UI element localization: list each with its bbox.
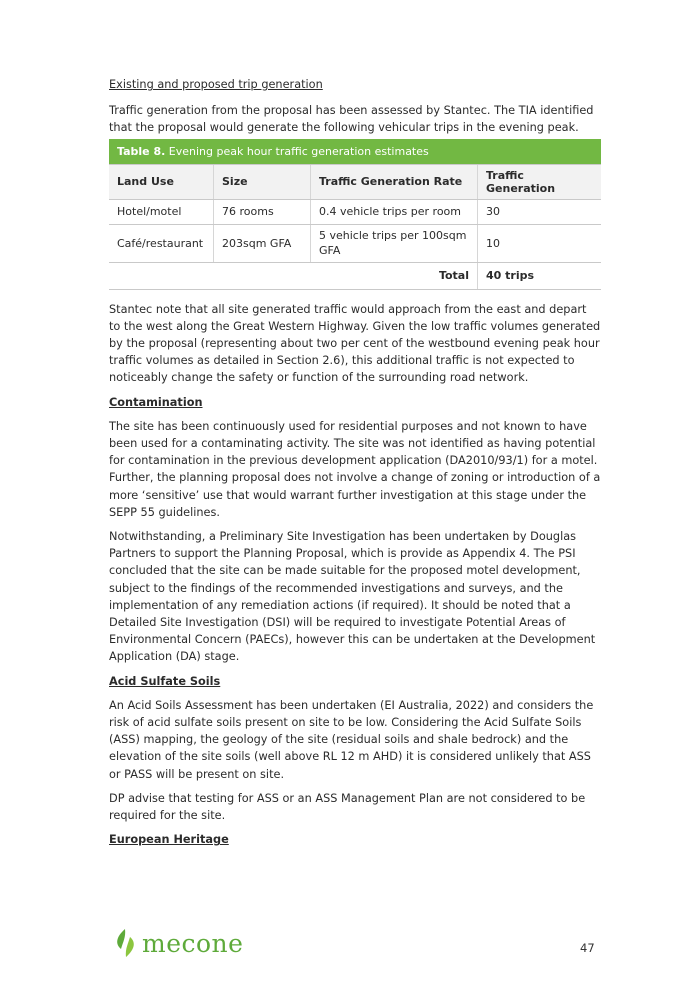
page-content <box>109 76 601 849</box>
table-caption-label: Table 8. <box>117 144 166 158</box>
table-cell: 203sqm GFA <box>214 224 311 262</box>
table-cell: 76 rooms <box>214 199 311 224</box>
contamination-paragraph-2: Notwithstanding, a Preliminary Site Investigation has been undertaken by Douglas Partners to support the Planning Proposal, which is provide as Appendix 4. The PSI concluded that the site can be made suitable for the proposed motel development, subject to the findings of the recommended investigations and surveys, and the implementation of any remediation actions (if required). It should be noted that a Detailed Site Investigation (DSI) will be required to investigate Potential Areas of Environmental Concern (PAECs), however this can be undertaken at the Development Application (DA) stage. <box>109 530 596 664</box>
trip-intro-paragraph: Traffic generation from the proposal has been assessed by Stantec. The TIA identified that the proposal would generate the following vehicular trips in the evening peak. <box>109 104 594 135</box>
mecone-logo <box>112 928 243 958</box>
acid-sulfate-heading: Acid Sulfate Soils <box>109 674 221 688</box>
table-total-row <box>109 262 601 289</box>
table-header-row <box>109 164 601 199</box>
trip-generation-heading: Existing and proposed trip generation <box>109 78 323 91</box>
table-cell: 10 <box>478 224 602 262</box>
european-heritage-heading: European Heritage <box>109 833 229 847</box>
table-cell: Café/restaurant <box>109 224 214 262</box>
table-cell: 0.4 vehicle trips per room <box>311 199 478 224</box>
contamination-heading: Contamination <box>109 395 203 409</box>
table-caption-text: Evening peak hour traffic generation estimates <box>168 144 429 158</box>
table-total-value: 40 trips <box>478 262 602 289</box>
table-cell: 30 <box>478 199 602 224</box>
table-header-rate: Traffic Generation Rate <box>311 164 478 199</box>
traffic-generation-table <box>109 139 601 290</box>
leaf-icon <box>112 928 138 958</box>
logo-wordmark: mecone <box>142 928 244 958</box>
contamination-paragraph-1: The site has been continuously used for residential purposes and not known to have been used for a contaminating activity. The site was not identified as having potential for contamination in the previous development application (DA2010/93/1) for a motel. Further, the planning proposal does not involve a change of zoning or introduction of a more ‘sensitive’ use that would warrant further investigation at this stage under the SEPP 55 guidelines. <box>109 419 601 519</box>
table-cell: 5 vehicle trips per 100sqm GFA <box>311 224 478 262</box>
table-header-generation: Traffic Generation <box>478 164 602 199</box>
table-row <box>109 199 601 224</box>
traffic-paragraph: Stantec note that all site generated traffic would approach from the east and depart to the west along the Great Western Highway. Given the low traffic volumes generated by the proposal (representing about two per cent of the westbound evening peak hour traffic volumes as detailed in Section 2.6), this additional traffic is not expected to noticeably change the safety or function of the surrounding road network. <box>109 302 601 385</box>
table-caption <box>109 139 601 165</box>
table-header-land-use: Land Use <box>109 164 214 199</box>
table-caption-row <box>109 139 601 165</box>
page-number: 47 <box>580 941 595 955</box>
table-total-label: Total <box>109 262 478 289</box>
table-row <box>109 224 601 262</box>
table-header-size: Size <box>214 164 311 199</box>
acid-sulfate-paragraph-1: An Acid Soils Assessment has been undertaken (EI Australia, 2022) and considers the risk of acid sulfate soils present on site to be low. Considering the Acid Sulfate Soils (ASS) mapping, the geology of the site (residual soils and shale bedrock) and the elevation of the site soils (well above RL 12 m AHD) it is considered unlikely that ASS or PASS will be present on site. <box>109 698 594 781</box>
table-cell: Hotel/motel <box>109 199 214 224</box>
acid-sulfate-paragraph-2: DP advise that testing for ASS or an ASS Management Plan are not considered to be required for the site. <box>109 791 586 823</box>
